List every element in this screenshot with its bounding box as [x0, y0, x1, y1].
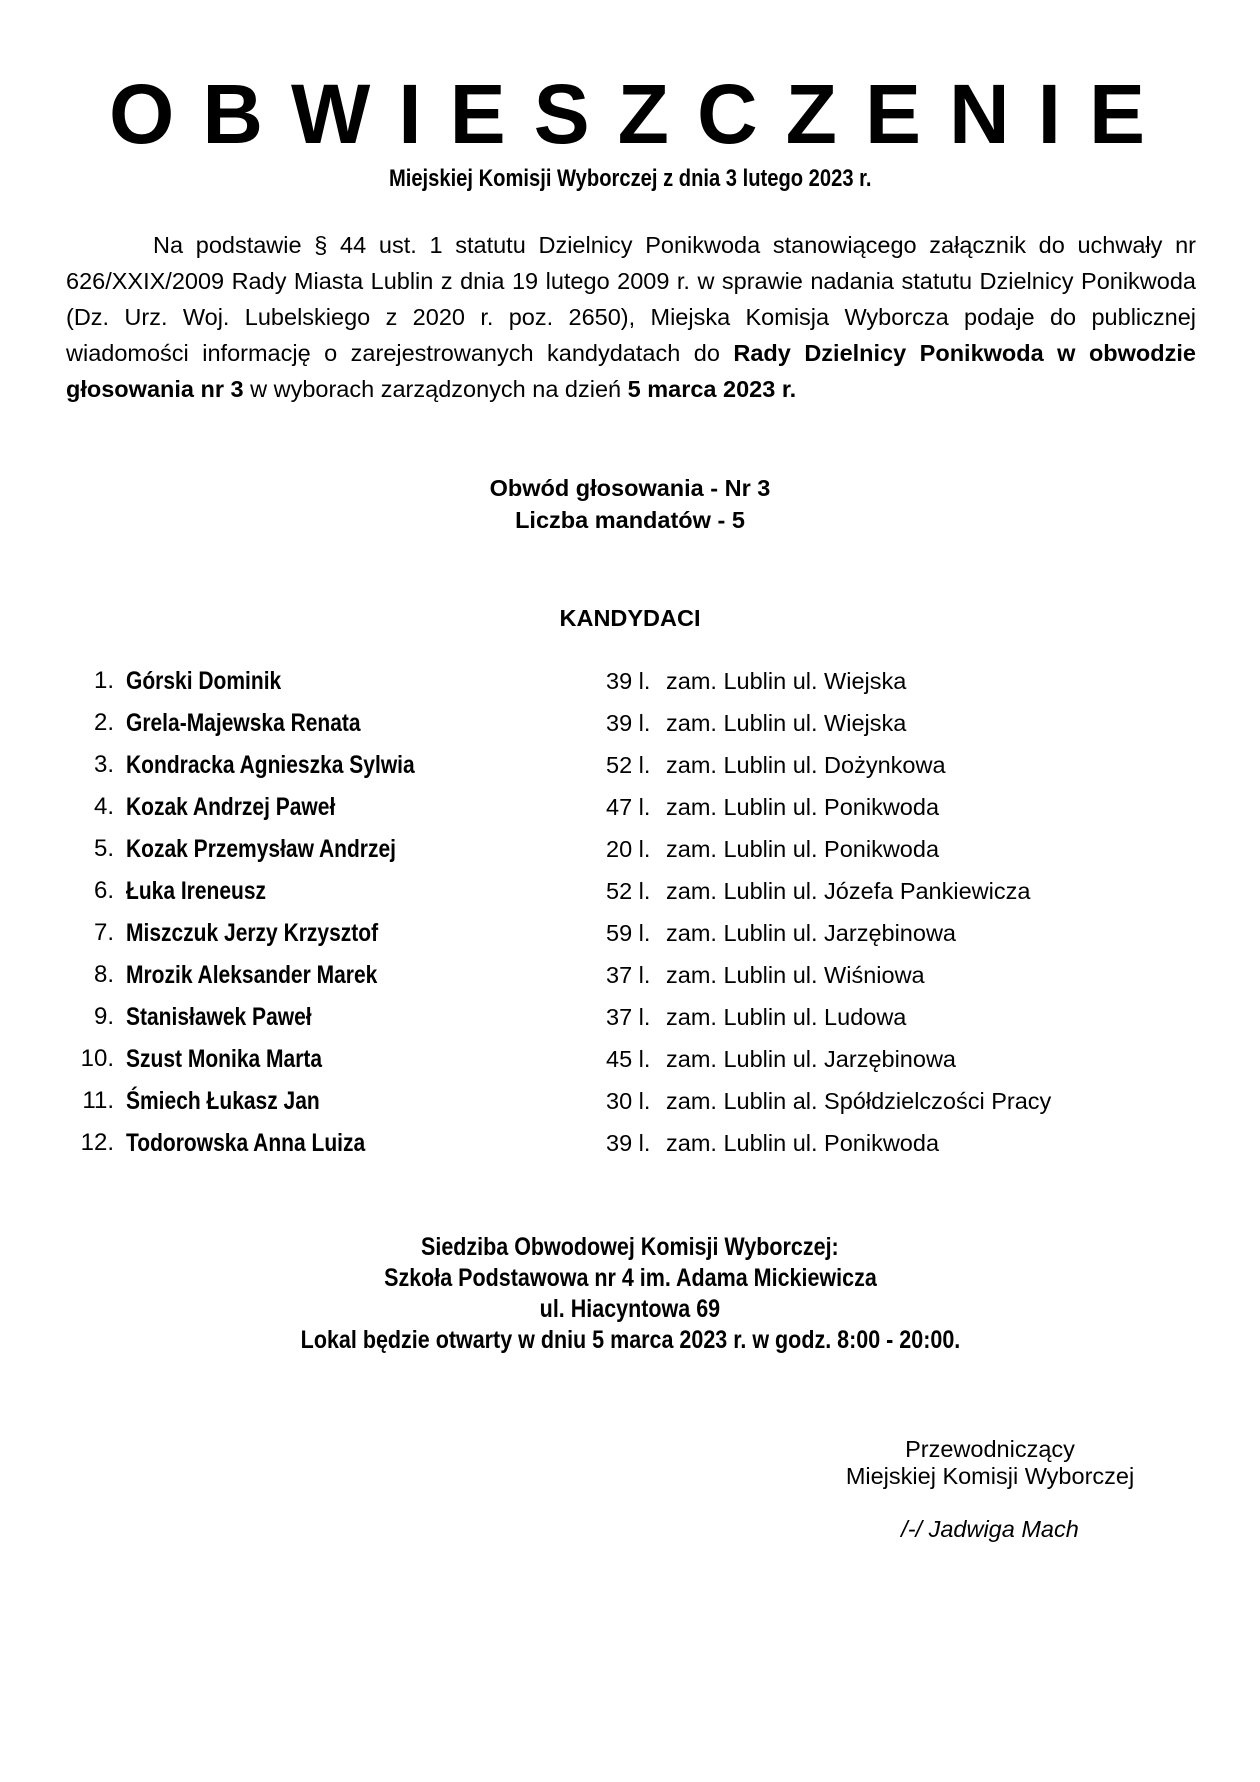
venue-school — [0, 1263, 1260, 1294]
candidate-name: Górski Dominik — [126, 667, 282, 695]
candidate-row — [0, 956, 1260, 998]
district-info — [0, 472, 1260, 536]
candidate-address: zam. Lublin ul. Dożynkowa — [666, 752, 946, 778]
candidate-address: zam. Lublin ul. Wiejska — [666, 710, 907, 736]
document-title: OBWIESZCZENIE — [108, 67, 1173, 161]
candidate-age: 52 l. — [606, 752, 651, 778]
candidate-row — [0, 914, 1260, 956]
candidate-address: zam. Lublin ul. Jarzębinowa — [666, 1046, 956, 1072]
signature-committee: Miejskiej Komisji Wyborczej — [845, 1463, 1135, 1489]
mandate-count: Liczba mandatów - 5 — [515, 507, 745, 533]
candidate-row — [0, 662, 1260, 704]
candidate-number: 8. — [93, 961, 114, 988]
candidate-name: Śmiech Łukasz Jan — [126, 1087, 320, 1115]
intro-text-2: w wyborach zarządzonych na dzień — [243, 376, 628, 402]
candidate-number: 6. — [93, 877, 114, 904]
candidate-number: 12. — [80, 1129, 114, 1156]
venue-hours — [0, 1325, 1260, 1356]
candidate-age: 52 l. — [606, 878, 651, 904]
candidate-address: zam. Lublin ul. Józefa Pankiewicza — [666, 878, 1031, 904]
venue-school-text: Szkoła Podstawowa nr 4 im. Adama Mickiewicza — [383, 1264, 877, 1292]
candidate-address: zam. Lublin ul. Wiejska — [666, 668, 907, 694]
candidate-row — [0, 788, 1260, 830]
candidate-name: Łuka Ireneusz — [126, 877, 267, 905]
candidate-address: zam. Lublin ul. Ponikwoda — [666, 794, 940, 820]
candidate-number: 11. — [82, 1087, 114, 1114]
candidate-number: 9. — [93, 1003, 114, 1030]
intro-bold-date: 5 marca 2023 r. — [627, 376, 797, 402]
candidate-name: Miszczuk Jerzy Krzysztof — [126, 919, 379, 947]
candidates-heading: KANDYDACI — [559, 605, 701, 631]
candidate-age: 45 l. — [606, 1046, 651, 1072]
candidate-row — [0, 746, 1260, 788]
venue-address-text: ul. Hiacyntowa 69 — [539, 1295, 721, 1323]
intro-bold-council: Rady Dzielnicy Ponikwoda w obwodzie głosowania nr 3 — [66, 340, 1196, 402]
document-subtitle — [0, 164, 1260, 194]
candidate-name: Grela-Majewska Renata — [126, 709, 361, 737]
venue-heading — [0, 1232, 1260, 1263]
candidate-row — [0, 704, 1260, 746]
candidates-list — [0, 662, 1260, 1166]
candidate-name: Todorowska Anna Luiza — [126, 1129, 366, 1157]
candidate-number: 3. — [93, 751, 114, 778]
candidate-age: 39 l. — [606, 668, 651, 694]
candidate-number: 7. — [93, 919, 114, 946]
candidate-address: zam. Lublin ul. Ponikwoda — [666, 836, 940, 862]
candidate-age: 39 l. — [606, 1130, 651, 1156]
candidate-number: 1. — [93, 667, 114, 694]
candidate-address: zam. Lublin ul. Wiśniowa — [666, 962, 925, 988]
candidate-row — [0, 1082, 1260, 1124]
candidate-age: 39 l. — [606, 710, 651, 736]
candidate-age: 20 l. — [606, 836, 651, 862]
intro-text-1: Na podstawie § 44 ust. 1 statutu Dzielnicy Ponikwoda stanowiącego załącznik do uchwały nr 626/XXIX/2009 Rady Miasta Lublin z dnia 19 lutego 2009 r. w sprawie nadania statutu Dzielnicy Ponikwoda (Dz. Urz. Woj. Lubelskiego z 2020 r. poz. 2650), Miejska Komisja Wyborcza podaje do publicznej wiadomości informację o zarejestrowanych kandydatach do — [66, 232, 1196, 366]
candidate-age: 30 l. — [606, 1088, 651, 1114]
candidate-row — [0, 872, 1260, 914]
candidate-address: zam. Lublin ul. Jarzębinowa — [666, 920, 956, 946]
candidate-number: 5. — [93, 835, 114, 862]
candidate-age: 37 l. — [606, 962, 651, 988]
candidate-row — [0, 1040, 1260, 1082]
candidate-number: 10. — [80, 1045, 114, 1072]
signature-block — [820, 1436, 1160, 1490]
candidate-age: 59 l. — [606, 920, 651, 946]
candidate-address: zam. Lublin al. Spółdzielczości Pracy — [666, 1088, 1052, 1114]
signature-name: /-/ Jadwiga Mach — [901, 1516, 1079, 1542]
signature-role: Przewodniczący — [905, 1436, 1075, 1462]
subtitle-text: Miejskiej Komisji Wyborczej z dnia 3 lutego 2023 r. — [388, 165, 872, 192]
candidate-name: Szust Monika Marta — [126, 1045, 323, 1073]
district-number: Obwód głosowania - Nr 3 — [489, 475, 771, 501]
candidate-name: Kozak Przemysław Andrzej — [126, 835, 396, 863]
candidate-age: 47 l. — [606, 794, 651, 820]
venue-hours-text: Lokal będzie otwarty w dniu 5 marca 2023 r. w godz. 8:00 - 20:00. — [300, 1326, 960, 1354]
candidate-age: 37 l. — [606, 1004, 651, 1030]
polling-station-info — [0, 1232, 1260, 1356]
candidate-number: 2. — [93, 709, 114, 736]
candidate-row — [0, 998, 1260, 1040]
candidate-name: Kondracka Agnieszka Sylwia — [126, 751, 415, 779]
candidate-row — [0, 830, 1260, 872]
candidate-name: Mrozik Aleksander Marek — [126, 961, 378, 989]
candidate-name: Stanisławek Paweł — [126, 1003, 312, 1031]
candidate-address: zam. Lublin ul. Ludowa — [666, 1004, 907, 1030]
venue-heading-text: Siedziba Obwodowej Komisji Wyborczej: — [421, 1233, 839, 1261]
venue-address — [0, 1294, 1260, 1325]
candidate-row — [0, 1124, 1260, 1166]
candidate-name: Kozak Andrzej Paweł — [126, 793, 336, 821]
candidate-number: 4. — [93, 793, 114, 820]
intro-paragraph — [66, 227, 1196, 407]
candidate-address: zam. Lublin ul. Ponikwoda — [666, 1130, 940, 1156]
